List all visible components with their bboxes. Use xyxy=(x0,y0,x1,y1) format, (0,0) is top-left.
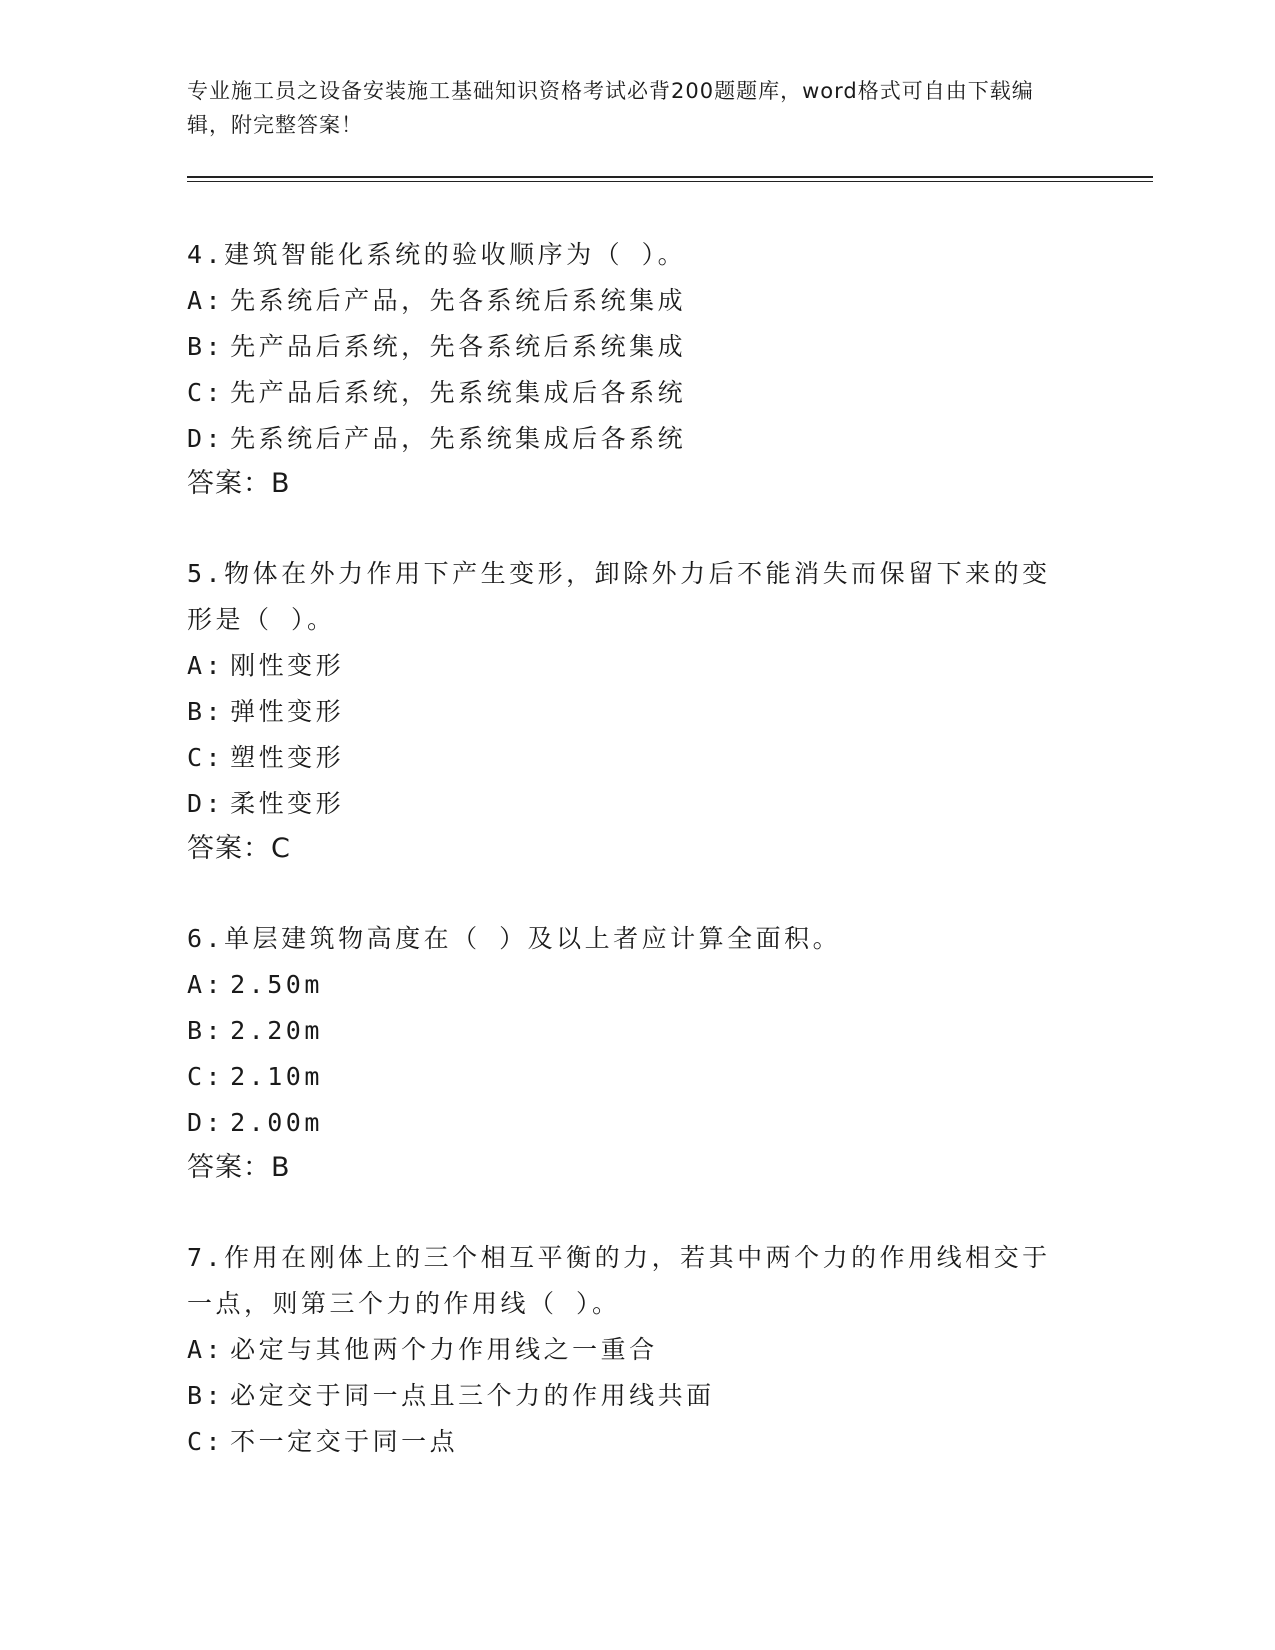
option-label: A: xyxy=(187,1335,225,1364)
option-label: D: xyxy=(187,1108,225,1137)
option-label: C: xyxy=(187,1427,225,1456)
option-c xyxy=(187,1419,1067,1465)
option-label: C: xyxy=(187,1062,225,1091)
option-d xyxy=(187,1100,1067,1146)
option-text: 刚性变形 xyxy=(230,651,345,680)
option-text: 先产品后系统，先各系统后系统集成 xyxy=(230,332,687,361)
option-label: A: xyxy=(187,286,225,315)
option-label: D: xyxy=(187,424,225,453)
question-list xyxy=(187,232,1067,1510)
option-label: B: xyxy=(187,697,225,726)
option-label: A: xyxy=(187,651,225,680)
option-label: B: xyxy=(187,1381,225,1410)
option-label: C: xyxy=(187,743,225,772)
option-text: 2.20m xyxy=(230,1016,323,1045)
option-d xyxy=(187,781,1067,827)
option-text: 先产品后系统，先系统集成后各系统 xyxy=(230,378,687,407)
option-label: A: xyxy=(187,970,225,999)
option-text: 先系统后产品，先各系统后系统集成 xyxy=(230,286,687,315)
option-text: 必定交于同一点且三个力的作用线共面 xyxy=(230,1381,715,1410)
option-text: 2.00m xyxy=(230,1108,323,1137)
option-label: B: xyxy=(187,1016,225,1045)
option-text: 塑性变形 xyxy=(230,743,345,772)
question-7 xyxy=(187,1235,1067,1465)
question-stem: 7.作用在刚体上的三个相互平衡的力，若其中两个力的作用线相交于一点，则第三个力的作用线（ ）。 xyxy=(187,1243,1051,1318)
option-b xyxy=(187,1373,1067,1419)
question-4 xyxy=(187,232,1067,506)
question-stem: 6.单层建筑物高度在（ ）及以上者应计算全面积。 xyxy=(187,924,842,953)
option-text: 先系统后产品，先系统集成后各系统 xyxy=(230,424,687,453)
header-divider-thin xyxy=(187,181,1153,182)
option-a xyxy=(187,643,1067,689)
question-6 xyxy=(187,916,1067,1190)
header-divider-thick xyxy=(187,176,1153,178)
question-stem: 5.物体在外力作用下产生变形，卸除外力后不能消失而保留下来的变形是（ ）。 xyxy=(187,559,1051,634)
question-5 xyxy=(187,551,1067,871)
option-text: 2.10m xyxy=(230,1062,323,1091)
option-a xyxy=(187,278,1067,324)
option-b xyxy=(187,1008,1067,1054)
option-a xyxy=(187,962,1067,1008)
option-label: C: xyxy=(187,378,225,407)
answer-line: 答案：B xyxy=(187,1152,291,1183)
option-label: D: xyxy=(187,789,225,818)
option-text: 柔性变形 xyxy=(230,789,345,818)
option-b xyxy=(187,324,1067,370)
option-c xyxy=(187,370,1067,416)
document-header: 专业施工员之设备安装施工基础知识资格考试必背200题题库，word格式可自由下载编辑，附完整答案！ xyxy=(187,79,1034,137)
option-text: 不一定交于同一点 xyxy=(230,1427,459,1456)
option-text: 必定与其他两个力作用线之一重合 xyxy=(230,1335,658,1364)
option-text: 2.50m xyxy=(230,970,323,999)
answer-line: 答案：C xyxy=(187,833,291,864)
option-a xyxy=(187,1327,1067,1373)
option-label: B: xyxy=(187,332,225,361)
question-stem: 4.建筑智能化系统的验收顺序为（ ）。 xyxy=(187,240,687,269)
option-c xyxy=(187,735,1067,781)
option-text: 弹性变形 xyxy=(230,697,345,726)
option-c xyxy=(187,1054,1067,1100)
option-d xyxy=(187,416,1067,462)
option-b xyxy=(187,689,1067,735)
answer-line: 答案：B xyxy=(187,468,291,499)
